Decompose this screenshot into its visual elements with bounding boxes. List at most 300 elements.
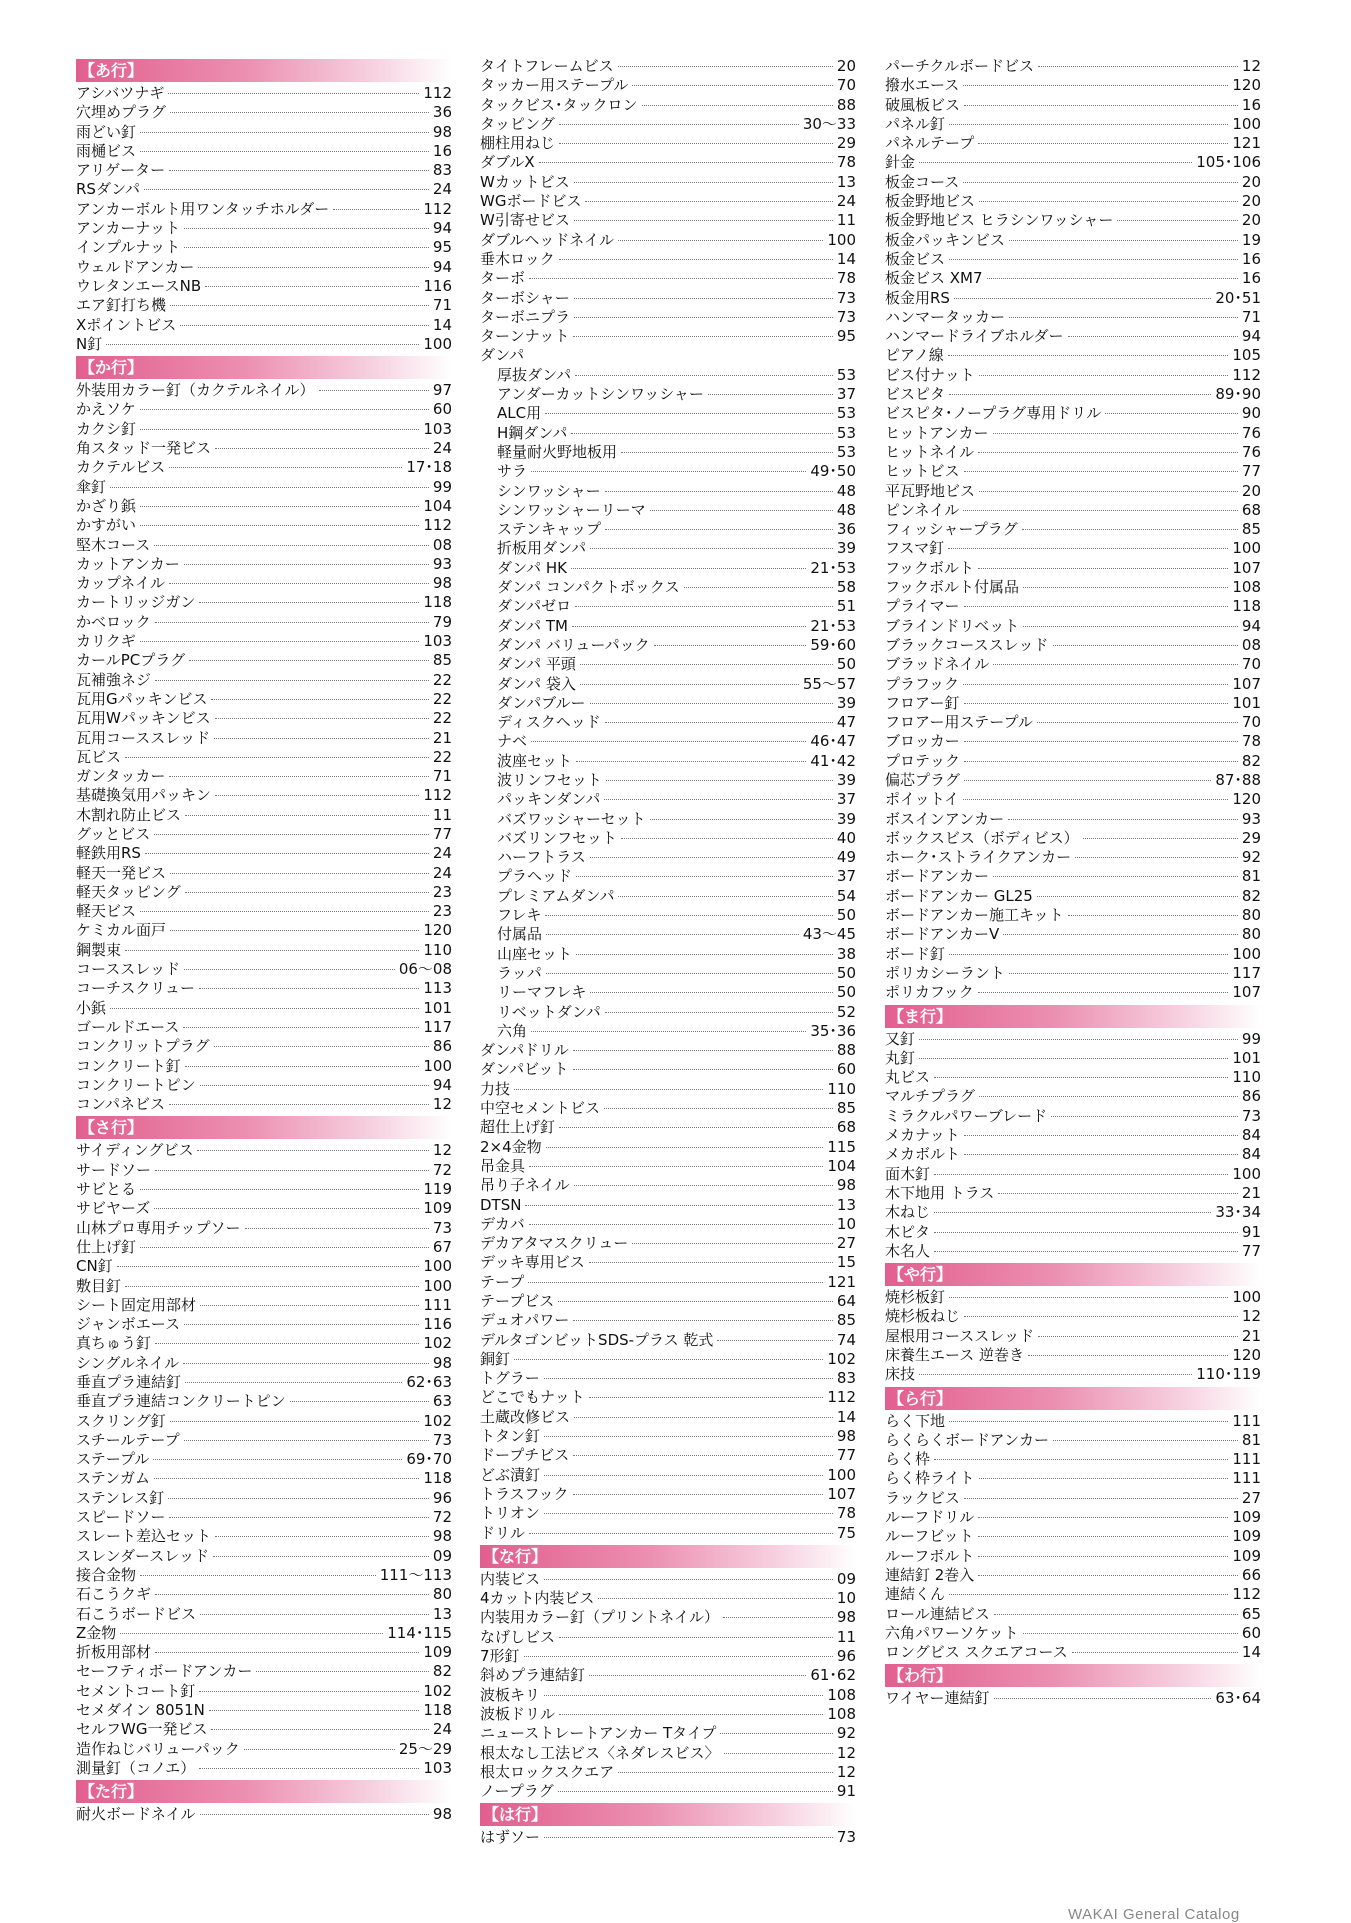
dot-leader	[573, 1320, 833, 1321]
section-header: 【ら行】	[885, 1387, 1261, 1410]
dot-leader	[1023, 626, 1238, 627]
dot-leader	[605, 491, 833, 492]
index-subentry	[480, 404, 856, 423]
catalog-footer: WAKAI General Catalog	[1068, 1906, 1240, 1923]
dot-leader	[632, 1243, 833, 1244]
index-entry	[885, 1431, 1261, 1450]
page-number: 100	[423, 334, 452, 353]
index-entry	[885, 1165, 1261, 1184]
index-entry	[885, 1087, 1261, 1106]
index-entry	[76, 1431, 452, 1450]
entry-name: 基礎換気用パッキン	[76, 786, 211, 805]
index-entry	[885, 810, 1261, 829]
dot-leader	[1023, 587, 1228, 588]
entry-name: コンクリート釘	[76, 1056, 181, 1075]
entry-name: Z金物	[76, 1623, 117, 1642]
page-number: 33･34	[1215, 1203, 1261, 1222]
index-entry	[885, 1223, 1261, 1242]
page-number: 27	[1241, 1488, 1261, 1507]
index-entry	[885, 983, 1261, 1002]
index-entry	[885, 771, 1261, 790]
page-number: 100	[423, 1276, 452, 1295]
entry-name: 板金ビス XM7	[885, 269, 983, 288]
entry-name: ボスインアンカー	[885, 809, 1005, 828]
index-entry	[76, 400, 452, 419]
page-number: 94	[432, 257, 452, 276]
dot-leader	[979, 201, 1238, 202]
page-number: 102	[423, 1334, 452, 1353]
page-number: 109	[1232, 1508, 1261, 1527]
dot-leader	[979, 1096, 1238, 1097]
dot-leader	[1053, 645, 1238, 646]
index-entry	[885, 404, 1261, 423]
dot-leader	[632, 85, 833, 86]
entry-name: ジャンボエース	[76, 1315, 180, 1334]
dot-leader	[215, 448, 429, 449]
dot-leader	[589, 1262, 833, 1263]
entry-name: ホーク･ストライクアンカー	[885, 848, 1072, 867]
entry-name: サイディングビス	[76, 1141, 194, 1160]
index-subentry	[480, 1003, 856, 1022]
dot-leader	[964, 761, 1238, 762]
entry-name: 外装用カラー釘（カクテルネイル）	[76, 381, 315, 400]
page-number: 14	[432, 315, 452, 334]
index-entry	[885, 1689, 1261, 1708]
entry-name: グッとビス	[76, 824, 151, 843]
dot-leader	[684, 587, 833, 588]
entry-name: リーマフレキ	[497, 983, 587, 1002]
index-column-3	[885, 57, 1261, 1709]
page-number: 24	[432, 863, 452, 882]
page-number: 111	[1232, 1469, 1261, 1488]
entry-name: フロアー釘	[885, 693, 960, 712]
page-number: 77	[432, 824, 452, 843]
page-number: 107	[827, 1484, 856, 1503]
page-number: 108	[1232, 578, 1261, 597]
dot-leader	[987, 278, 1238, 279]
page-number: 71	[432, 296, 452, 315]
entry-name: 4カット内装ビス	[480, 1589, 595, 1608]
index-entry	[480, 1234, 856, 1253]
entry-name: 六角パワーソケット	[885, 1623, 1019, 1642]
page-number: 69･70	[406, 1450, 452, 1469]
dot-leader	[140, 911, 429, 912]
dot-leader	[529, 1166, 823, 1167]
index-entry	[76, 180, 452, 199]
entry-name: パッキンダンパ	[497, 790, 601, 809]
page-number: 39	[836, 539, 856, 558]
index-entry	[480, 1157, 856, 1176]
entry-name: 棚柱用ねじ	[480, 134, 556, 153]
entry-name: ダンパ TM	[497, 616, 568, 635]
page-number: 38	[836, 944, 856, 963]
section-header: 【た行】	[76, 1780, 452, 1803]
index-entry	[480, 1504, 856, 1523]
dot-leader	[153, 1459, 402, 1460]
entry-name: アンダーカットシンワッシャー	[497, 385, 704, 404]
dot-leader	[993, 433, 1238, 434]
entry-name: リベットダンパ	[497, 1002, 601, 1021]
index-entry	[480, 231, 856, 250]
entry-name: 小鋲	[76, 998, 107, 1017]
dot-leader	[544, 1579, 833, 1580]
index-entry	[885, 1030, 1261, 1049]
page-number: 112	[423, 199, 452, 218]
entry-name: 耐火ボードネイル	[76, 1805, 196, 1824]
entry-name: はずソー	[480, 1828, 541, 1847]
entry-name: 内装用カラー釘（プリントネイル）	[480, 1608, 719, 1627]
index-subentry	[480, 713, 856, 732]
page-number: 101	[1232, 693, 1261, 712]
index-entry	[76, 1412, 452, 1431]
index-entry	[885, 578, 1261, 597]
dot-leader	[574, 220, 833, 221]
entry-name: WGボードビス	[480, 192, 582, 211]
page-number: 09	[836, 1569, 856, 1588]
dot-leader	[546, 1147, 824, 1148]
dot-leader	[979, 1478, 1229, 1479]
page-number: 16	[1241, 249, 1261, 268]
entry-name: エア釘打ち機	[76, 296, 167, 315]
entry-name: デカバ	[480, 1214, 525, 1233]
entry-name: Xポイントビス	[76, 315, 177, 334]
index-entry	[885, 1527, 1261, 1546]
index-entry	[76, 921, 452, 940]
page-number: 71	[432, 767, 452, 786]
index-entry	[885, 1566, 1261, 1585]
index-entry	[885, 713, 1261, 732]
index-entry	[480, 76, 856, 95]
index-entry	[885, 289, 1261, 308]
entry-name: ブラックコーススレッド	[885, 635, 1049, 654]
page-number: 100	[827, 230, 856, 249]
dot-leader	[589, 1675, 806, 1676]
entry-name: セメントコート釘	[76, 1681, 196, 1700]
page-number: 67	[432, 1237, 452, 1256]
dot-leader	[964, 1154, 1238, 1155]
dot-leader	[979, 491, 1238, 492]
page-number: 14	[836, 249, 856, 268]
dot-leader	[168, 93, 419, 94]
dot-leader	[544, 1695, 823, 1696]
index-entry	[76, 883, 452, 902]
dot-leader	[654, 645, 807, 646]
dot-leader	[215, 1536, 429, 1537]
entry-name: 破風板ビス	[885, 95, 961, 114]
entry-name: 測量釘（コノエ）	[76, 1758, 196, 1777]
entry-name: ポリカシーラント	[885, 963, 1005, 982]
dot-leader	[333, 209, 419, 210]
index-entry	[885, 1346, 1261, 1365]
index-entry	[885, 269, 1261, 288]
page-number: 78	[836, 153, 856, 172]
page-number: 85	[432, 651, 452, 670]
dot-leader	[948, 548, 1228, 549]
index-entry	[885, 887, 1261, 906]
page-number: 112	[423, 786, 452, 805]
page-number: 85	[836, 1099, 856, 1118]
section-header: 【か行】	[76, 356, 452, 379]
section-header: 【わ行】	[885, 1664, 1261, 1687]
index-entry	[76, 632, 452, 651]
index-entry	[76, 536, 452, 555]
entry-name: 丸ビス	[885, 1068, 931, 1087]
dot-leader	[1068, 915, 1238, 916]
dot-leader	[1072, 1652, 1238, 1653]
page-number: 94	[432, 1075, 452, 1094]
page-number: 113	[423, 979, 452, 998]
dot-leader	[618, 66, 833, 67]
index-entry	[76, 690, 452, 709]
page-number: 107	[1232, 558, 1261, 577]
section-header: 【あ行】	[76, 59, 452, 82]
page-number: 81	[1241, 1430, 1261, 1449]
page-number: 77	[1241, 462, 1261, 481]
dot-leader	[183, 1027, 419, 1028]
entry-name: ウェルドアンカー	[76, 257, 195, 276]
index-entry	[76, 478, 452, 497]
index-subentry	[480, 520, 856, 539]
page-number: 24	[432, 439, 452, 458]
page-number: 41･42	[810, 751, 856, 770]
dot-leader	[1051, 1116, 1238, 1117]
page-number: 24	[432, 1720, 452, 1739]
entry-name: プライマー	[885, 597, 960, 616]
dot-leader	[1068, 336, 1238, 337]
dot-leader	[528, 1282, 823, 1283]
dot-leader	[185, 1066, 420, 1067]
dot-leader	[964, 471, 1238, 472]
dot-leader	[209, 1710, 419, 1711]
entry-name: コーススレッド	[76, 960, 181, 979]
index-entry	[76, 123, 452, 142]
entry-name: シート固定用部材	[76, 1295, 197, 1314]
index-entry	[885, 1203, 1261, 1222]
entry-name: スクリング釘	[76, 1411, 166, 1430]
entry-name: フィッシャープラグ	[885, 520, 1018, 539]
entry-name: プロテック	[885, 751, 961, 770]
page-number: 11	[836, 1627, 856, 1646]
dot-leader	[559, 143, 833, 144]
entry-name: 土蔵改修ビス	[480, 1407, 571, 1426]
entry-name: アンカーナット	[76, 219, 181, 238]
dot-leader	[170, 112, 429, 113]
dot-leader	[1023, 1633, 1238, 1634]
entry-name: ハーフトラス	[497, 848, 586, 867]
index-entry	[480, 1350, 856, 1369]
page-number: 12	[1241, 1307, 1261, 1326]
dot-leader	[140, 429, 419, 430]
page-number: 81	[1241, 867, 1261, 886]
page-number: 15	[836, 1253, 856, 1272]
dot-leader	[117, 1266, 420, 1267]
dot-leader	[244, 1749, 395, 1750]
dot-leader	[1075, 857, 1238, 858]
page-number: 60	[836, 1060, 856, 1079]
index-entry	[480, 1446, 856, 1465]
index-entry	[885, 964, 1261, 983]
entry-name: 鋼製束	[76, 940, 122, 959]
index-entry	[76, 1720, 452, 1739]
index-entry	[885, 1585, 1261, 1604]
dot-leader	[978, 452, 1238, 453]
dot-leader	[213, 1556, 429, 1557]
index-entry	[885, 1469, 1261, 1488]
page-number: 86	[1241, 1087, 1261, 1106]
entry-name: 垂木ロック	[480, 249, 555, 268]
dot-leader	[934, 1459, 1228, 1460]
page-number: 92	[836, 1724, 856, 1743]
entry-name: 波板ドリル	[480, 1704, 556, 1723]
page-number: 63	[432, 1392, 452, 1411]
entry-name: デッキ専用ビス	[480, 1253, 585, 1272]
dot-leader	[155, 1652, 419, 1653]
dot-leader	[621, 452, 833, 453]
dot-leader	[245, 1228, 429, 1229]
dot-leader	[145, 853, 429, 854]
entry-name: インプルナット	[76, 238, 181, 257]
dot-leader	[964, 1135, 1238, 1136]
index-entry	[76, 1740, 452, 1759]
page-number: 82	[1241, 751, 1261, 770]
entry-name: 針金	[885, 153, 916, 172]
index-subentry	[480, 810, 856, 829]
index-entry	[480, 1763, 856, 1782]
index-entry	[76, 729, 452, 748]
dot-leader	[919, 1039, 1238, 1040]
entry-name: かべロック	[76, 612, 151, 631]
index-entry	[480, 1273, 856, 1292]
index-entry	[885, 96, 1261, 115]
index-subentry	[480, 906, 856, 925]
dot-leader	[963, 510, 1238, 511]
entry-name: ダンパドリル	[480, 1041, 569, 1060]
index-entry	[76, 941, 452, 960]
index-entry	[480, 327, 856, 346]
page-number: 114･115	[387, 1623, 452, 1642]
index-entry	[885, 211, 1261, 230]
entry-name: 軽天ビス	[76, 902, 137, 921]
page-number: 83	[432, 161, 452, 180]
index-entry	[885, 1508, 1261, 1527]
dot-leader	[120, 1633, 383, 1634]
index-entry	[76, 1701, 452, 1720]
page-number: 94	[1241, 327, 1261, 346]
dot-leader	[994, 1698, 1212, 1699]
index-subentry	[480, 694, 856, 713]
page-number: 88	[836, 95, 856, 114]
page-number: 85	[1241, 520, 1261, 539]
index-entry	[480, 1331, 856, 1350]
index-entry	[76, 593, 452, 612]
entry-name: ウレタンエースNB	[76, 276, 202, 295]
entry-name: タッピング	[480, 114, 555, 133]
index-entry	[885, 1605, 1261, 1624]
dot-leader	[155, 1170, 429, 1171]
index-subentry	[480, 559, 856, 578]
index-subentry	[480, 675, 856, 694]
entry-name: フックボルト付属品	[885, 578, 1019, 597]
index-entry	[76, 1199, 452, 1218]
index-entry	[885, 559, 1261, 578]
page-number: 65	[1241, 1604, 1261, 1623]
page-number: 121	[827, 1272, 856, 1291]
index-entry	[76, 1277, 452, 1296]
entry-name: どこでもナット	[480, 1388, 585, 1407]
dot-leader	[1003, 934, 1238, 935]
entry-name: ゴールドエース	[76, 1017, 180, 1036]
page-number: 103	[423, 1758, 452, 1777]
page-number: 110	[423, 940, 452, 959]
dot-leader	[574, 182, 833, 183]
index-entry	[480, 289, 856, 308]
entry-name: 折板用ダンパ	[497, 539, 587, 558]
entry-name: 軽天タッピング	[76, 882, 181, 901]
index-subentry	[480, 597, 856, 616]
dot-leader	[184, 247, 429, 248]
entry-name: ダブルX	[480, 153, 535, 172]
dot-leader	[1053, 1440, 1238, 1441]
index-entry	[76, 335, 452, 354]
dot-leader	[200, 1814, 429, 1815]
page-number: 22	[432, 709, 452, 728]
entry-name: ダンパ 袋入	[497, 674, 576, 693]
entry-name: ターボニプラ	[480, 307, 571, 326]
entry-name: テープビス	[480, 1292, 555, 1310]
entry-name: 瓦補強ネジ	[76, 670, 152, 689]
dot-leader	[559, 1637, 833, 1638]
page-number: 24	[836, 192, 856, 211]
index-entry	[76, 84, 452, 103]
entry-name: 木ねじ	[885, 1203, 931, 1222]
entry-name: バズリンフセット	[497, 828, 617, 847]
entry-name: ボードアンカーV	[885, 925, 1000, 944]
page-number: 77	[1241, 1241, 1261, 1260]
index-entry	[885, 906, 1261, 925]
index-subentry	[480, 945, 856, 964]
page-number: 100	[1232, 1288, 1261, 1307]
index-entry	[885, 925, 1261, 944]
page-number: 118	[423, 1701, 452, 1720]
page-number: 79	[432, 612, 452, 631]
dot-leader	[140, 641, 420, 642]
page-number: 93	[432, 554, 452, 573]
page-number: 21	[1241, 1183, 1261, 1202]
entry-name: 雨樋ビス	[76, 141, 137, 160]
dot-leader	[106, 344, 419, 345]
index-entry	[885, 1643, 1261, 1662]
entry-name: ワイヤー連結釘	[885, 1689, 990, 1708]
entry-name: トタン釘	[480, 1427, 541, 1446]
index-entry	[480, 1466, 856, 1485]
dot-leader	[1105, 413, 1238, 414]
index-entry	[480, 1686, 856, 1705]
page-number: 74	[836, 1330, 856, 1349]
dot-leader	[573, 336, 833, 337]
page-number: 70	[1241, 655, 1261, 674]
dot-leader	[529, 1533, 833, 1534]
dot-leader	[200, 1614, 429, 1615]
dot-leader	[580, 684, 799, 685]
index-subentry	[480, 655, 856, 674]
dot-leader	[169, 467, 402, 468]
page-number: 37	[836, 385, 856, 404]
page-number: 85	[836, 1311, 856, 1330]
index-entry	[76, 1469, 452, 1488]
dot-leader	[184, 969, 395, 970]
index-entry	[885, 694, 1261, 713]
page-number: 16	[1241, 269, 1261, 288]
